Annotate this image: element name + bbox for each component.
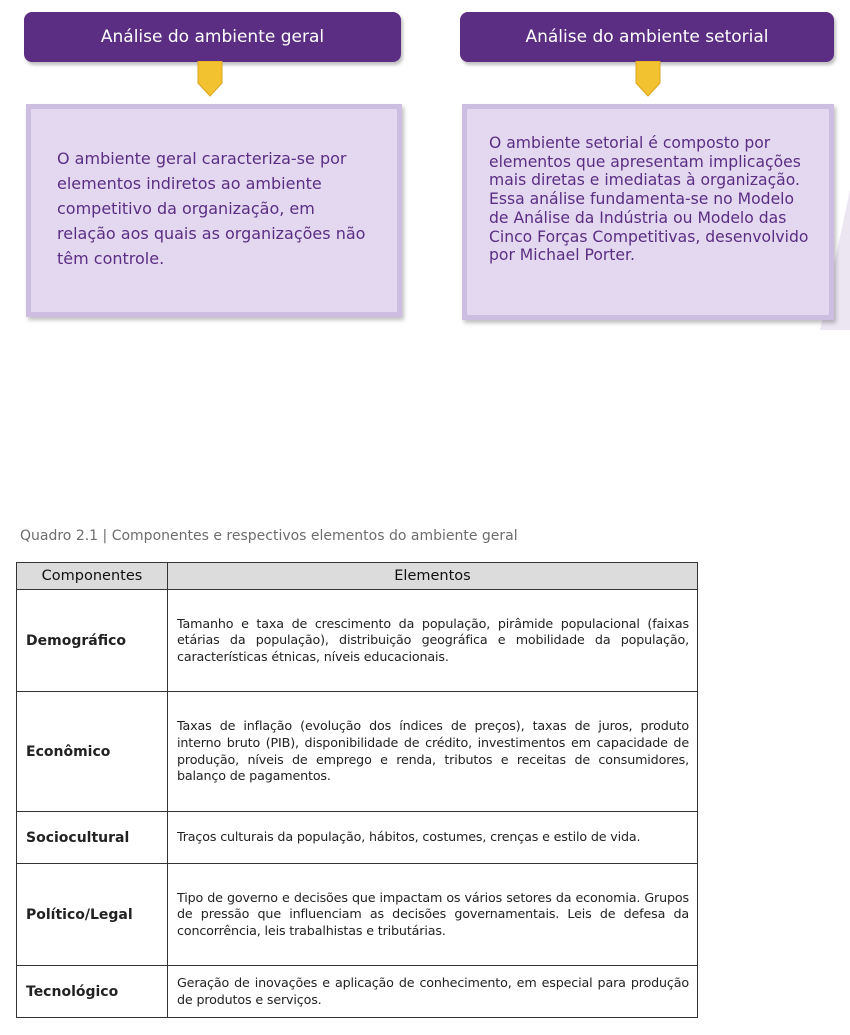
components-table [16,562,698,1018]
component-cell: Econômico [17,692,168,812]
header-components: Componentes [17,563,168,590]
header-elements: Elementos [168,563,698,590]
sectoral-environment-description: O ambiente setorial é composto por elementos que apresentam implicações mais diretas e imediatas à organização. Essa análise fundamenta-se no Modelo de Análise da Indústria ou Modelo das Cinco Forças Competitivas, desenvolvido por Michael Porter. [489,134,809,265]
component-cell: Político/Legal [17,864,168,966]
elements-cell: Geração de inovações e aplicação de conhecimento, em especial para produção de produtos e serviços. [168,966,698,1018]
general-environment-header [24,12,401,62]
table-row [17,812,698,864]
component-cell: Tecnológico [17,966,168,1018]
elements-cell: Tamanho e taxa de crescimento da população, pirâmide populacional (faixas etárias da população), distribuição geográfica e mobilidade da população, características étnicas, níveis educacionais. [168,590,698,692]
table-row [17,966,698,1018]
table-row [17,590,698,692]
general-environment-description-box [26,104,402,317]
sectoral-environment-title: Análise do ambiente setorial [525,27,769,47]
elements-cell: Tipo de governo e decisões que impactam os vários setores da economia. Grupos de pressão que influenciam as decisões governamentais. Leis de defesa da concorrência, leis trabalhistas e tributárias. [168,864,698,966]
connector-arrow-icon [635,61,661,97]
component-cell: Sociocultural [17,812,168,864]
elements-cell: Traços culturais da população, hábitos, costumes, crenças e estilo de vida. [168,812,698,864]
elements-cell: Taxas de inflação (evolução dos índices de preços), taxas de juros, produto interno bruto (PIB), disponibilidade de crédito, investimentos em capacidade de produção, níveis de emprego e renda, tributos e receitas de consumidores, balanço de pagamentos. [168,692,698,812]
sectoral-environment-description-box [462,104,834,320]
table-header-row [17,563,698,590]
connector-arrow-icon [197,61,223,97]
component-cell: Demográfico [17,590,168,692]
table-caption: Quadro 2.1 | Componentes e respectivos elementos do ambiente geral [20,528,518,544]
table-row [17,864,698,966]
table-row [17,692,698,812]
general-environment-title: Análise do ambiente geral [100,27,325,47]
sectoral-environment-header [460,12,834,62]
general-environment-description: O ambiente geral caracteriza-se por elementos indiretos ao ambiente competitivo da organização, em relação aos quais as organizações não têm controle. [57,149,366,268]
